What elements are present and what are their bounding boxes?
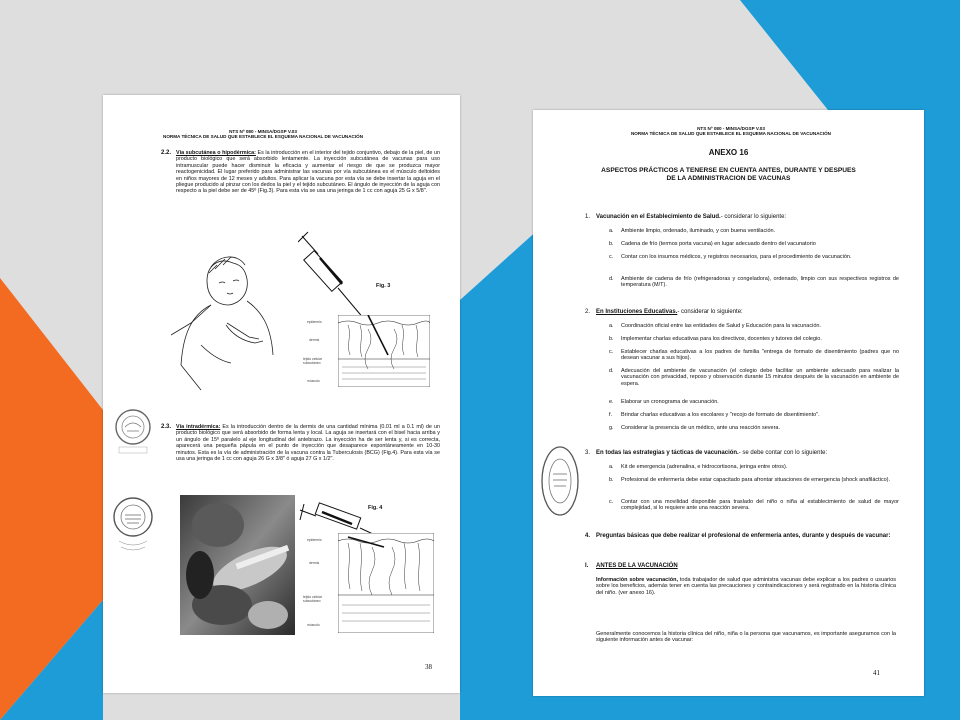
subsection-i-number: I. bbox=[585, 563, 589, 569]
annex-subtitle-line-2: DE LA ADMINISTRACION DE VACUNAS bbox=[666, 174, 791, 182]
sec2-item-e: Elaborar un cronograma de vacunación. bbox=[621, 399, 719, 405]
section-3-rest: - se debe contar con lo siguiente: bbox=[738, 450, 828, 456]
sec2-item-g-letter: g. bbox=[609, 425, 614, 431]
section-3-title: En todas las estrategias y tácticas de vacunación. bbox=[596, 450, 739, 456]
section-1-rest: - considerar lo siguiente: bbox=[720, 214, 787, 220]
sec2-item-g: Considerar la presencia de un médico, ante una reacción severa. bbox=[621, 425, 780, 431]
section-2-rest: - considerar lo siguiente: bbox=[677, 309, 743, 315]
sec1-item-b-letter: b. bbox=[609, 241, 614, 247]
page-number: 41 bbox=[873, 669, 880, 677]
fig3-layer-epidermis: epidermis bbox=[307, 320, 322, 324]
sec2-item-c: Establecer charlas educativas a los padres de familia "entrega de formato de disentimiento (padres que no desean vacunar a sus hijos). bbox=[621, 349, 899, 362]
header-line-2: NORMA TÉCNICA DE SALUD QUE ESTABLECE EL ESQUEMA NACIONAL DE VACUNACIÓN bbox=[630, 131, 831, 137]
section-1-heading bbox=[596, 214, 896, 221]
fig3-layer-subcutaneous: tejido celular subcutáneo bbox=[303, 357, 323, 365]
section-1-title: Vacunación en el Establecimiento de Salud. bbox=[596, 214, 721, 220]
sec3-item-b-letter: b. bbox=[609, 477, 614, 483]
sec3-item-a-letter: a. bbox=[609, 464, 614, 470]
annex-title: ANEXO 16 bbox=[708, 148, 749, 157]
sec1-item-a-letter: a. bbox=[609, 228, 614, 234]
sec3-item-c: Contar con una movilidad disponible para traslado del niño o niña al establecimiento de salud de mayor complejidad, si lo requiere ante una reacción severa. bbox=[621, 499, 899, 512]
info-bold: Información sobre vacunación, bbox=[596, 577, 678, 583]
sec3-item-a: Kit de emergencia (adrenalina, e hidrocortisona, jeringa entre otros). bbox=[621, 464, 788, 470]
fig4-layer-dermis: dermis bbox=[309, 561, 320, 565]
official-seal-stamp-3 bbox=[539, 444, 581, 518]
section-2-2-text: Es la introducción en el interior del tejido conjuntivo, debajo de la piel, de un producto biológico que será absorbido lentamente. La inyección subcutánea de vacunas para uso intramuscular puede hacer disminuir la eficacia y aumentar el riesgo de que se produzca mayor reactogenicidad. El lugar preferido para administrar las vacunas por vía subcutánea es el músculo deltoides en niños mayores de 12 meses y adultos. Para aplicar la vacuna por esta vía se debe insertar la aguja en el pliegue producido al pinzar con los dedos la piel y el tejido subcutáneo. El ángulo de inyección de la aguja con respecto a la piel debe ser de 45º (Fig.3). Para esta vía se usa una jeringa de 1 cc con aguja 25 G x 5/8". bbox=[176, 150, 441, 195]
section-2-2-title: Vía subcutánea o hipodérmica: bbox=[176, 150, 256, 156]
subsection-i-title: ANTES DE LA VACUNACIÓN bbox=[596, 563, 678, 569]
sec2-item-c-letter: c. bbox=[609, 349, 614, 355]
fig4-layer-subcutaneous: tejido celular subcutáneo bbox=[303, 595, 323, 603]
annex-subtitle-line-1: ASPECTOS PRÁCTICOS A TENERSE EN CUENTA ANTES, DURANTE Y DESPUES bbox=[601, 167, 856, 174]
section-2-3-title: Vía intradérmica: bbox=[176, 424, 221, 430]
sec2-item-f-letter: f. bbox=[609, 412, 613, 418]
header-line-1: NTS Nº 080 - MINSA/DGSP V.03 bbox=[229, 129, 297, 134]
sec1-item-c-letter: c. bbox=[609, 254, 614, 260]
section-2-title: En Instituciones Educativas. bbox=[596, 309, 678, 315]
general-paragraph: Generalmente conocemos la historia clínica del niño, niña o la persona que vacunamos, es importante asegurarnos con la siguiente información antes de vacunar: bbox=[596, 631, 896, 644]
sec1-item-a: Ambiente limpio, ordenado, iluminado, y con buena ventilación. bbox=[621, 228, 776, 234]
sec2-item-a: Coordinación oficial entre las entidades de Salud y Educación para la vacunación. bbox=[621, 323, 821, 329]
skin-cross-section-fig4 bbox=[338, 533, 434, 633]
info-paragraph bbox=[596, 577, 896, 596]
sec2-item-e-letter: e. bbox=[609, 399, 614, 405]
sec1-item-b: Cadena de frío (termos porta vacuna) en lugar adecuado dentro del vacunatorio bbox=[621, 241, 816, 247]
page-header bbox=[163, 129, 363, 140]
sec2-item-f: Brindar charlas educativas a los escolares y "recojo de formato de disentimiento". bbox=[621, 412, 820, 418]
section-3-number: 3. bbox=[585, 450, 591, 456]
section-3-heading bbox=[596, 450, 906, 457]
page-header bbox=[611, 126, 851, 137]
section-number-2-2: 2.2. bbox=[161, 150, 172, 156]
sec1-item-d-letter: d. bbox=[609, 276, 614, 282]
fig3-label: Fig. 3 bbox=[376, 283, 391, 289]
document-page-38 bbox=[103, 95, 460, 693]
section-2-3-text: Es la introducción dentro de la dermis de una cantidad mínima (0.01 ml a 0.1 ml) de un producto biológico que será absorbido de forma lenta y local. La aguja se insertará con el bisel hacia arriba y un ángulo de 15º paralelo al eje longitudinal del antebrazo. La inyección ha de ser lenta y, si es correcta, aparecerá una pequeña pápula en el punto de inyección que desaparece espontáneamente en 10-30 minutos. Esta es la vía de administración de la vacuna contra la Tuberculosis (BCG) (Fig.4). Para esta vía se usa una jeringa de 1 cc con aguja 26 G x 3/8" ó aguja 27 G x 1/2". bbox=[176, 424, 440, 462]
annex-subtitle bbox=[553, 167, 904, 183]
sec2-item-a-letter: a. bbox=[609, 323, 614, 329]
header-line-1: NTS Nº 080 - MINSA/DGSP V.03 bbox=[697, 126, 765, 131]
fig4-layer-muscle: músculo bbox=[307, 623, 320, 627]
section-2-3-paragraph bbox=[176, 424, 440, 462]
document-page-41 bbox=[533, 110, 924, 696]
fig3-layer-dermis: dermis bbox=[309, 338, 320, 342]
sec2-item-d-letter: d. bbox=[609, 368, 614, 374]
info-text: toda trabajador de salud que administra vacunas debe explicar a los padres o usuarios sobre los beneficios, además tener en cuenta las precauciones y contraindicaciones y será registrado en la historia clínica del niño. (ver anexo 16). bbox=[596, 577, 897, 596]
intradermal-injection-photo bbox=[180, 495, 295, 635]
header-line-2: NORMA TÉCNICA DE SALUD QUE ESTABLECE EL ESQUEMA NACIONAL DE VACUNACIÓN bbox=[163, 134, 364, 140]
section-2-2-paragraph bbox=[176, 150, 440, 195]
sec2-item-d: Adecuación del ambiente de vacunación (el colegio debe facilitar un ambiente adecuado para realizar la vacunación con privacidad, reposo y observación durante 15 minutos después de la vacunación en ambiente de espera. bbox=[621, 368, 899, 387]
sec2-item-b: Implementar charlas educativas para los directivos, docentes y tutores del colegio. bbox=[621, 336, 822, 342]
fig4-layer-epidermis: epidermis bbox=[307, 538, 322, 542]
sec1-item-d: Ambiente de cadena de frío (refrigeradoras y congeladora), ordenado, limpio con sus respectivos registros de temperatura (M/T). bbox=[621, 276, 899, 289]
fig4-label: Fig. 4 bbox=[368, 505, 383, 511]
sec3-item-b: Profesional de enfermería debe estar capacitado para afrontar situaciones de emergencia (shock anafiláctico). bbox=[621, 477, 891, 483]
section-1-number: 1. bbox=[585, 214, 591, 220]
section-2-heading bbox=[596, 309, 896, 316]
skin-cross-section-fig3 bbox=[338, 315, 430, 387]
section-4-title: Preguntas básicas que debe realizar el profesional de enfermería antes, durante y después de vacunar: bbox=[596, 533, 891, 539]
section-4-number: 4. bbox=[585, 533, 591, 539]
section-2-number: 2. bbox=[585, 309, 591, 315]
official-seal-stamp-2 bbox=[111, 495, 155, 557]
section-number-2-3: 2.3. bbox=[161, 424, 172, 430]
page-number: 38 bbox=[425, 663, 432, 671]
official-seal-stamp-1 bbox=[113, 407, 153, 459]
sec2-item-b-letter: b. bbox=[609, 336, 614, 342]
sec1-item-c: Contar con los insumos médicos, y registros necesarios, para el procedimiento de vacunación. bbox=[621, 254, 852, 260]
fig3-layer-muscle: músculo bbox=[307, 379, 320, 383]
child-injection-illustration bbox=[171, 245, 281, 395]
sec3-item-c-letter: c. bbox=[609, 499, 614, 505]
